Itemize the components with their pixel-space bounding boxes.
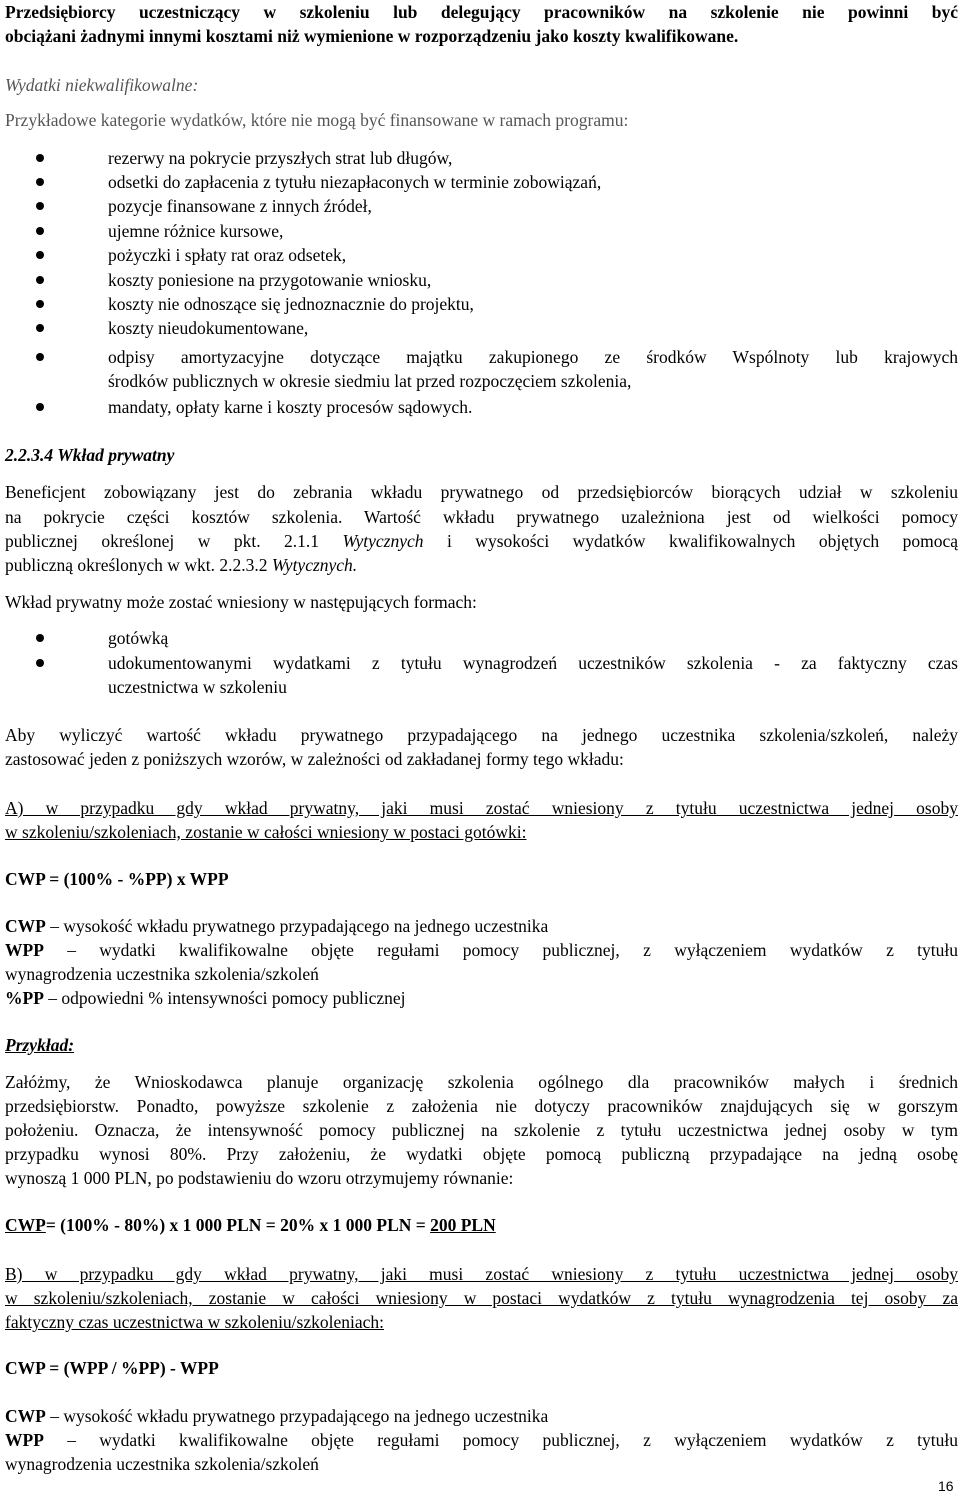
list-item-continuation: środków publicznych w okresie siedmiu lat przed rozpoczęciem szkolenia, xyxy=(108,371,632,391)
beneficiary-text: i wysokości wydatków kwalifikowalnych objętych pomocą xyxy=(423,531,958,551)
equation-result: 200 PLN xyxy=(430,1215,496,1235)
list-item: koszty nie odnoszące się jednoznacznie do projektu, xyxy=(108,294,474,314)
intro-line-2: obciążani żadnymi innymi kosztami niż wymienione w rozporządzeniu jako koszty kwalifikowane. xyxy=(5,26,739,46)
definition: – wysokość wkładu prywatnego przypadającego na jednego uczestnika xyxy=(45,916,549,936)
case-a-line-2: w szkoleniu/szkoleniach, zostanie w całości wniesiony w postaci gotówki: xyxy=(5,822,527,842)
case-a-line-1: A) w przypadku gdy wkład prywatny, jaki musi zostać wniesiony z tytułu uczestnictwa jednej osoby xyxy=(5,798,958,818)
beneficiary-line-4 xyxy=(5,553,958,577)
term: %PP xyxy=(5,988,44,1008)
definition: – odpowiedni % intensywności pomocy publicznej xyxy=(43,988,406,1008)
list-item: odpisy amortyzacyjne dotyczące majątku zakupionego ze środków Wspólnoty lub krajowych xyxy=(108,347,958,367)
case-b-line-1: B) w przypadku gdy wkład prywatny, jaki musi zostać wniesiony z tytułu uczestnictwa jednej osoby xyxy=(5,1264,958,1284)
calc-intro-line-1: Aby wyliczyć wartość wkładu prywatnego przypadającego na jednego uczestnika szkolenia/szkoleń, należy xyxy=(5,725,958,745)
case-a-formula: CWP = (100% - %PP) x WPP xyxy=(5,869,229,889)
bullet-icon xyxy=(36,276,44,284)
list-item: rezerwy na pokrycie przyszłych strat lub długów, xyxy=(108,148,453,168)
list-item: ujemne różnice kursowe, xyxy=(108,221,284,241)
list-item: pożyczki i spłaty rat oraz odsetek, xyxy=(108,245,347,265)
case-b-line-2: w szkoleniu/szkoleniach, zostanie w całości wniesiony w postaci wydatków z tytułu wynagrodzenia tej osoby za xyxy=(5,1288,958,1308)
guidelines-ref: Wytycznych xyxy=(342,531,424,551)
bullet-icon xyxy=(36,403,44,411)
list-item: gotówką xyxy=(108,628,169,648)
example-line-3: położeniu. Oznacza, że intensywność pomocy publicznej na szkolenie z tytułu uczestnictwa jednej osoby w tym xyxy=(5,1120,958,1140)
example-heading: Przykład: xyxy=(5,1035,75,1055)
intro-line-1: Przedsiębiorcy uczestniczący w szkoleniu lub delegujący pracowników na szkolenie nie powinni być xyxy=(5,2,958,22)
nonqualified-heading: Wydatki niekwalifikowalne: xyxy=(5,75,199,95)
case-b-formula: CWP = (WPP / %PP) - WPP xyxy=(5,1358,219,1378)
bullet-icon xyxy=(36,300,44,308)
list-item: koszty nieudokumentowane, xyxy=(108,318,309,338)
beneficiary-text: publicznej określonej w pkt. 2.1.1 xyxy=(5,531,343,551)
definition: – wysokość wkładu prywatnego przypadającego na jednego uczestnika xyxy=(45,1406,549,1426)
section-number: 2.2.3.4 xyxy=(5,445,54,465)
bullet-icon xyxy=(36,251,44,259)
beneficiary-line-1: Beneficjent zobowiązany jest do zebrania wkładu prywatnego od przedsiębiorców biorących udział w szkoleniu xyxy=(5,482,958,502)
section-title: Wkład prywatny xyxy=(57,445,175,465)
case-b-wpp-def xyxy=(5,1428,958,1452)
section-heading xyxy=(5,443,958,467)
example-line-4: przypadku wynosi 80%. Przy założeniu, że wydatki objęte pomocą publiczną przypadające na jedną osobę xyxy=(5,1144,958,1164)
case-b-cwp-def xyxy=(5,1404,958,1428)
term: CWP xyxy=(5,1406,46,1426)
nonqualified-lead: Przykładowe kategorie wydatków, które nie mogą być finansowane w ramach programu: xyxy=(5,110,629,130)
guidelines-ref: Wytycznych. xyxy=(271,555,358,575)
example-line-5: wynoszą 1 000 PLN, po podstawieniu do wzoru otrzymujemy równanie: xyxy=(5,1168,514,1188)
list-item: koszty poniesione na przygotowanie wniosku, xyxy=(108,270,432,290)
definition: – wydatki kwalifikowalne objęte regułami pomocy publicznej, z wyłączeniem wydatków z tytułu xyxy=(43,940,958,960)
case-b-line-3: faktyczny czas uczestnictwa w szkoleniu/szkoleniach: xyxy=(5,1312,385,1332)
forms-lead: Wkład prywatny może zostać wniesiony w następujących formach: xyxy=(5,592,477,612)
example-line-2: przedsiębiorstw. Ponadto, powyższe szkolenie z założenia nie dotyczy pracowników znajdujących się w gorszym xyxy=(5,1096,958,1116)
bullet-icon xyxy=(36,178,44,186)
page-number: 16 xyxy=(938,1478,954,1494)
beneficiary-line-3 xyxy=(5,529,958,553)
list-item: udokumentowanymi wydatkami z tytułu wynagrodzeń uczestników szkolenia - za faktyczny czas xyxy=(108,653,958,673)
bullet-icon xyxy=(36,353,44,361)
beneficiary-line-2: na pokrycie części kosztów szkolenia. Wartość wkładu prywatnego uzależniona jest od wielkości pomocy xyxy=(5,507,958,527)
bullet-icon xyxy=(36,324,44,332)
case-a-wpp-def xyxy=(5,938,958,962)
bullet-icon xyxy=(36,154,44,162)
case-a-wpp-def-cont: wynagrodzenia uczestnika szkolenia/szkoleń xyxy=(5,964,319,984)
list-item: pozycje finansowane z innych źródeł, xyxy=(108,196,372,216)
list-item: odsetki do zapłacenia z tytułu niezapłaconych w terminie zobowiązań, xyxy=(108,172,602,192)
bullet-icon xyxy=(36,659,44,667)
equation-body: = (100% - 80%) x 1 000 PLN = 20% x 1 000 PLN = xyxy=(45,1215,431,1235)
term: CWP xyxy=(5,916,46,936)
term: WPP xyxy=(5,1430,44,1450)
example-line-1: Załóżmy, że Wnioskodawca planuje organizację szkolenia ogólnego dla pracowników małych i średnich xyxy=(5,1072,958,1092)
calc-intro-line-2: zastosować jeden z poniższych wzorów, w zależności od zakładanej formy tego wkładu: xyxy=(5,749,624,769)
beneficiary-text: publiczną określonych w wkt. 2.2.3.2 xyxy=(5,555,272,575)
case-a-pp-def xyxy=(5,986,958,1010)
list-item: mandaty, opłaty karne i koszty procesów sądowych. xyxy=(108,397,473,417)
definition: – wydatki kwalifikowalne objęte regułami pomocy publicznej, z wyłączeniem wydatków z tytułu xyxy=(43,1430,958,1450)
list-item-continuation: uczestnictwa w szkoleniu xyxy=(108,677,287,697)
case-b-wpp-def-cont: wynagrodzenia uczestnika szkolenia/szkoleń xyxy=(5,1454,319,1474)
example-equation xyxy=(5,1213,958,1237)
bullet-icon xyxy=(36,634,44,642)
bullet-icon xyxy=(36,227,44,235)
bullet-icon xyxy=(36,202,44,210)
case-a-cwp-def xyxy=(5,914,958,938)
term: WPP xyxy=(5,940,44,960)
equation-lhs: CWP xyxy=(5,1215,46,1235)
